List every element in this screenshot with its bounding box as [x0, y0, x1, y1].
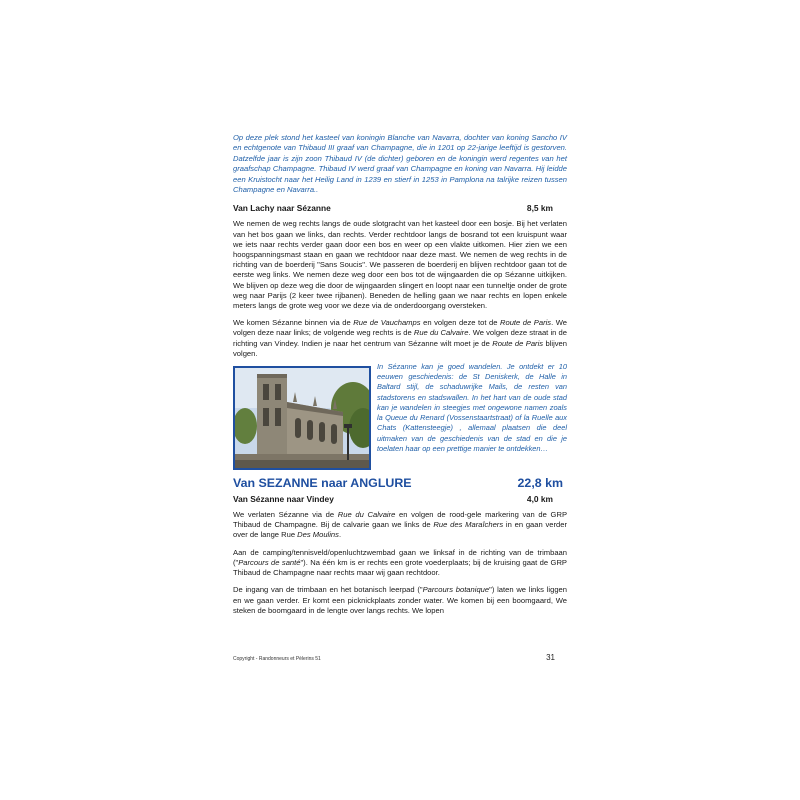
body-paragraph: [233, 585, 567, 616]
intro-paragraph: Op deze plek stond het kasteel van koningin Blanche van Navarra, dochter van koning Sancho IV en echtgenote van Thibaud III graaf van Champagne, die in 1201 op 22-jarige leeftijd is gestorven. Datzelfde jaar is zijn zoon Thibaud IV (de dichter) geboren en de koningin werd regentes van het graafschap Champagne. Thibaud IV werd graaf van Champagne en koning van Navarra. Hij leidde een Kruistocht naar het Heilig Land in 1239 en stierf in 1253 in Pamplona na talrijke reizen tussen Champagne en Navarra..: [233, 133, 567, 195]
text-run: .: [338, 530, 342, 540]
text-run: . We volgen deze naar links; de volgende weg rechts is de: [233, 318, 568, 338]
copyright-text: Copyright - Randonneurs et Pèlerins 51: [233, 656, 321, 662]
text-run: en volgen de rood-gele markering van de GRP Thibaud de Champagne. Bij de calvarie gaan we links de: [233, 510, 568, 530]
street-name: Rue de Vauchamps: [353, 318, 421, 328]
text-run: en volgen deze tot de: [420, 318, 500, 328]
body-paragraph: [233, 510, 567, 541]
church-illustration: [235, 368, 369, 468]
body-paragraph: [233, 548, 567, 579]
text-run: ") laten we links liggen en we gaan verder. Er komt een picknickplaats zonder water. We komen bij een boomgaard, We steken de boomgaard in de lengte over langs rechts. We lopen: [233, 585, 568, 615]
text-run: De ingang van de trimbaan en het botanisch leerpad (": [233, 585, 423, 595]
section-heading-sezanne-vindey: [233, 494, 567, 504]
section-title: Van Sézanne naar Vindey: [233, 494, 334, 505]
text-run: . We volgen deze straat in de richting van Vindey. Indien je naar het centrum van Sézanne wilt moet je de: [233, 328, 567, 348]
street-name: Route de Paris: [500, 318, 552, 328]
page-footer: [233, 653, 567, 662]
body-paragraph: [233, 318, 567, 359]
section-distance: 4,0 km: [526, 494, 553, 505]
section-heading-lachy-sezanne: [233, 203, 567, 213]
street-name: Rue du Calvaire: [337, 510, 396, 520]
church-photo: [233, 366, 371, 470]
place-name: Parcours de santé: [238, 557, 301, 567]
street-name: Rue des Maraîchers: [433, 520, 504, 530]
page-content: [233, 133, 567, 623]
photo-caption: In Sézanne kan je goed wandelen. Je ontdekt er 10 eeuwen geschiedenis: de St Deniskerk, de Halle in Baltard stijl, de schaduwrijke Mails, de resten van stadstorens en stadswallen. In het hart van de oude stad kan je wandelen in steegjes met ongewone namen zoals la Queue du Renard (Vossenstaartstraat) of la Ruelle aux Chats (Kattensteegje) , allemaal plaatsen die deel uitmaken van de geschiedenis van de stad en die je toelaten haar op een prettige manier te ontdekken…: [377, 362, 567, 453]
section-distance: 8,5 km: [526, 203, 553, 214]
stage-title: Van SEZANNE naar ANGLURE: [233, 476, 412, 491]
street-name: Des Moulins: [297, 530, 339, 540]
photo-row: [233, 362, 567, 470]
text-run: blijven volgen.: [233, 338, 567, 358]
stage-distance: 22,8 km: [517, 476, 563, 491]
text-run: in en gaan verder over de lange Rue: [233, 520, 568, 540]
text-run: We komen Sézanne binnen via de: [233, 318, 354, 328]
section-title: Van Lachy naar Sézanne: [233, 203, 331, 214]
body-paragraph: We nemen de weg rechts langs de oude slotgracht van het kasteel door een bosje. Bij het verlaten van het bos gaan we links, dan rechts. Verder rechtdoor langs de bosrand tot een kruispunt waar we iets naar rechts verder gaan door een bos en weer op een vlakte uitkomen. Hier zien we een hoogspanningsmast staan en gaan we rechtdoor naar deze mast. We nemen de weg rechts in de richting van de boerderij "Sans Soucis". We passeren de boerderij en blijven rechtdoor gaan tot de eerste weg links. We nemen deze weg door een bos tot de wijngaarden die op Sézanne uitkijken. We blijven op deze weg die door de wijngaarden slingert en loopt naar een tunneltje onder de grote weg naar Parijs (2 keer twee rijbanen). Beneden de helling gaan we naar rechts en lopen enkele meters langs de grote weg voor we deze via de onderdoorgang oversteken.: [233, 219, 567, 311]
text-run: We verlaten Sézanne via de: [233, 510, 338, 520]
text-run: "). Na één km is er rechts een grote voederplaats; bij de kruising gaat de GRP Thibaud de Champagne naar rechts maar wij gaan rechtdoor.: [233, 557, 567, 578]
text-run: Aan de camping/tennisveld/openluchtzwembad gaan we linksaf in de richting van de trimbaan (": [233, 547, 567, 567]
stage-heading: [233, 476, 567, 490]
place-name: Parcours botanique: [422, 585, 490, 595]
street-name: Route de Paris: [492, 338, 544, 348]
street-name: Rue du Calvaire: [413, 328, 469, 338]
page-number: 31: [546, 653, 555, 662]
